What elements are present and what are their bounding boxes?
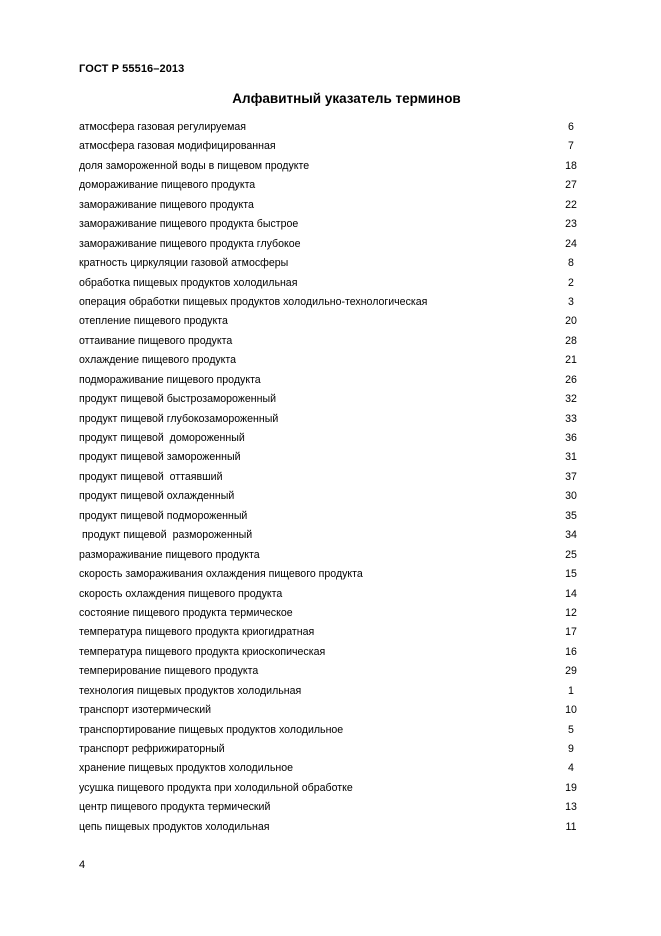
index-term-number: 14 (565, 587, 577, 600)
index-entry (79, 257, 591, 276)
index-entry (79, 762, 591, 781)
index-term-number: 35 (565, 509, 577, 522)
index-entry (79, 277, 591, 296)
index-entry (79, 471, 591, 490)
index-term: домораживание пищевого продукта (79, 179, 256, 192)
index-term-number: 10 (565, 704, 577, 717)
index-term: кратность циркуляции газовой атмосферы (79, 257, 289, 270)
index-term-number: 7 (568, 140, 574, 153)
index-term-number: 26 (565, 373, 577, 386)
index-entry (79, 432, 591, 451)
index-term-number: 3 (568, 295, 574, 308)
index-entry (79, 121, 591, 140)
index-term-number: 19 (565, 781, 577, 794)
index-term: транспорт изотермический (79, 704, 212, 717)
index-term: замораживание пищевого продукта глубокое (79, 237, 301, 250)
index-term-number: 5 (568, 723, 574, 736)
index-entry (79, 665, 591, 684)
index-entry (79, 238, 591, 257)
index-term: продукт пищевой размороженный (79, 529, 253, 542)
index-entry (79, 296, 591, 315)
page-title: Алфавитный указатель терминов (232, 91, 461, 106)
index-entry (79, 451, 591, 470)
index-entry (79, 549, 591, 568)
index-term: цепь пищевых продуктов холодильная (79, 820, 270, 833)
index-term-number: 29 (565, 665, 577, 678)
index-entry (79, 743, 591, 762)
index-term-number: 27 (565, 179, 577, 192)
index-term: размораживание пищевого продукта (79, 548, 260, 561)
index-entry (79, 315, 591, 334)
index-entry (79, 568, 591, 587)
index-entry (79, 626, 591, 645)
index-term-number: 21 (565, 354, 577, 367)
index-term-number: 4 (568, 762, 574, 775)
index-term: отепление пищевого продукта (79, 315, 228, 328)
index-term: подмораживание пищевого продукта (79, 373, 261, 386)
index-term-number: 9 (568, 743, 574, 755)
index-entry (79, 140, 591, 159)
index-term-number: 2 (568, 276, 574, 289)
index-term: атмосфера газовая модифицированная (79, 140, 276, 153)
index-term-number: 36 (565, 432, 577, 444)
index-entry (79, 704, 591, 723)
index-term-number: 18 (565, 159, 577, 172)
index-term-number: 16 (565, 645, 577, 658)
index-entry (79, 335, 591, 354)
index-entry (79, 179, 591, 198)
index-term: темперирование пищевого продукта (79, 665, 259, 678)
index-entry (79, 821, 591, 840)
index-term: состояние пищевого продукта термическое (79, 606, 293, 619)
index-term-number: 20 (565, 315, 577, 328)
index-term: усушка пищевого продукта при холодильной обработке (79, 781, 353, 794)
index-term-number: 12 (565, 606, 577, 619)
index-entry (79, 354, 591, 373)
index-term: охлаждение пищевого продукта (79, 354, 237, 367)
index-term-number: 30 (565, 490, 577, 503)
standard-header: ГОСТ Р 55516–2013 (79, 63, 185, 75)
index-entry (79, 218, 591, 237)
term-index-list (79, 121, 591, 840)
index-entry (79, 413, 591, 432)
index-term-number: 22 (565, 198, 577, 211)
index-term: продукт пищевой оттаявший (79, 470, 223, 483)
index-term: транспортирование пищевых продуктов холодильное (79, 723, 344, 736)
index-entry (79, 685, 591, 704)
index-term-number: 32 (565, 393, 577, 406)
index-term: продукт пищевой замороженный (79, 451, 241, 464)
index-term-number: 24 (565, 237, 577, 250)
index-term-number: 11 (565, 820, 577, 833)
index-entry (79, 199, 591, 218)
index-term: продукт пищевой домороженный (79, 432, 245, 444)
index-entry (79, 588, 591, 607)
index-term: температура пищевого продукта криогидратная (79, 626, 315, 639)
page-number: 4 (79, 859, 86, 871)
index-term: температура пищевого продукта криоскопическая (79, 645, 326, 658)
index-entry (79, 510, 591, 529)
index-term-number: 17 (565, 626, 577, 639)
index-entry (79, 607, 591, 626)
index-term: хранение пищевых продуктов холодильное (79, 762, 293, 775)
index-term: замораживание пищевого продукта (79, 198, 254, 211)
index-term: скорость замораживания охлаждения пищевого продукта (79, 568, 363, 581)
index-term: продукт пищевой глубокозамороженный (79, 412, 279, 425)
index-entry (79, 374, 591, 393)
index-entry (79, 782, 591, 801)
index-term-number: 13 (565, 801, 577, 814)
index-term: скорость охлаждения пищевого продукта (79, 587, 283, 600)
index-term-number: 28 (565, 334, 577, 347)
index-term: транспорт рефрижираторный (79, 743, 225, 755)
index-term: продукт пищевой быстрозамороженный (79, 393, 277, 406)
index-entry (79, 529, 591, 548)
index-term-number: 33 (565, 412, 577, 425)
index-term-number: 37 (565, 470, 577, 483)
index-term-number: 31 (565, 451, 577, 464)
index-term-number: 8 (568, 257, 574, 270)
index-entry (79, 160, 591, 179)
index-term: технология пищевых продуктов холодильная (79, 684, 302, 697)
index-term: замораживание пищевого продукта быстрое (79, 218, 299, 231)
index-term-number: 25 (565, 548, 577, 561)
index-entry (79, 724, 591, 743)
index-entry (79, 490, 591, 509)
index-term: атмосфера газовая регулируемая (79, 121, 246, 133)
index-term-number: 34 (565, 529, 577, 542)
index-term: оттаивание пищевого продукта (79, 334, 233, 347)
index-term: обработка пищевых продуктов холодильная (79, 276, 298, 289)
index-term-number: 1 (568, 684, 574, 697)
index-term-number: 15 (565, 568, 577, 581)
index-term: доля замороженной воды в пищевом продукте (79, 159, 310, 172)
index-entry (79, 646, 591, 665)
index-term: продукт пищевой подмороженный (79, 509, 248, 522)
index-term: операция обработки пищевых продуктов холодильно-технологическая (79, 295, 428, 308)
index-term: продукт пищевой охлажденный (79, 490, 235, 503)
index-term-number: 23 (565, 218, 577, 231)
index-term-number: 6 (568, 121, 574, 133)
index-entry (79, 801, 591, 820)
index-term: центр пищевого продукта термический (79, 801, 271, 814)
index-entry (79, 393, 591, 412)
